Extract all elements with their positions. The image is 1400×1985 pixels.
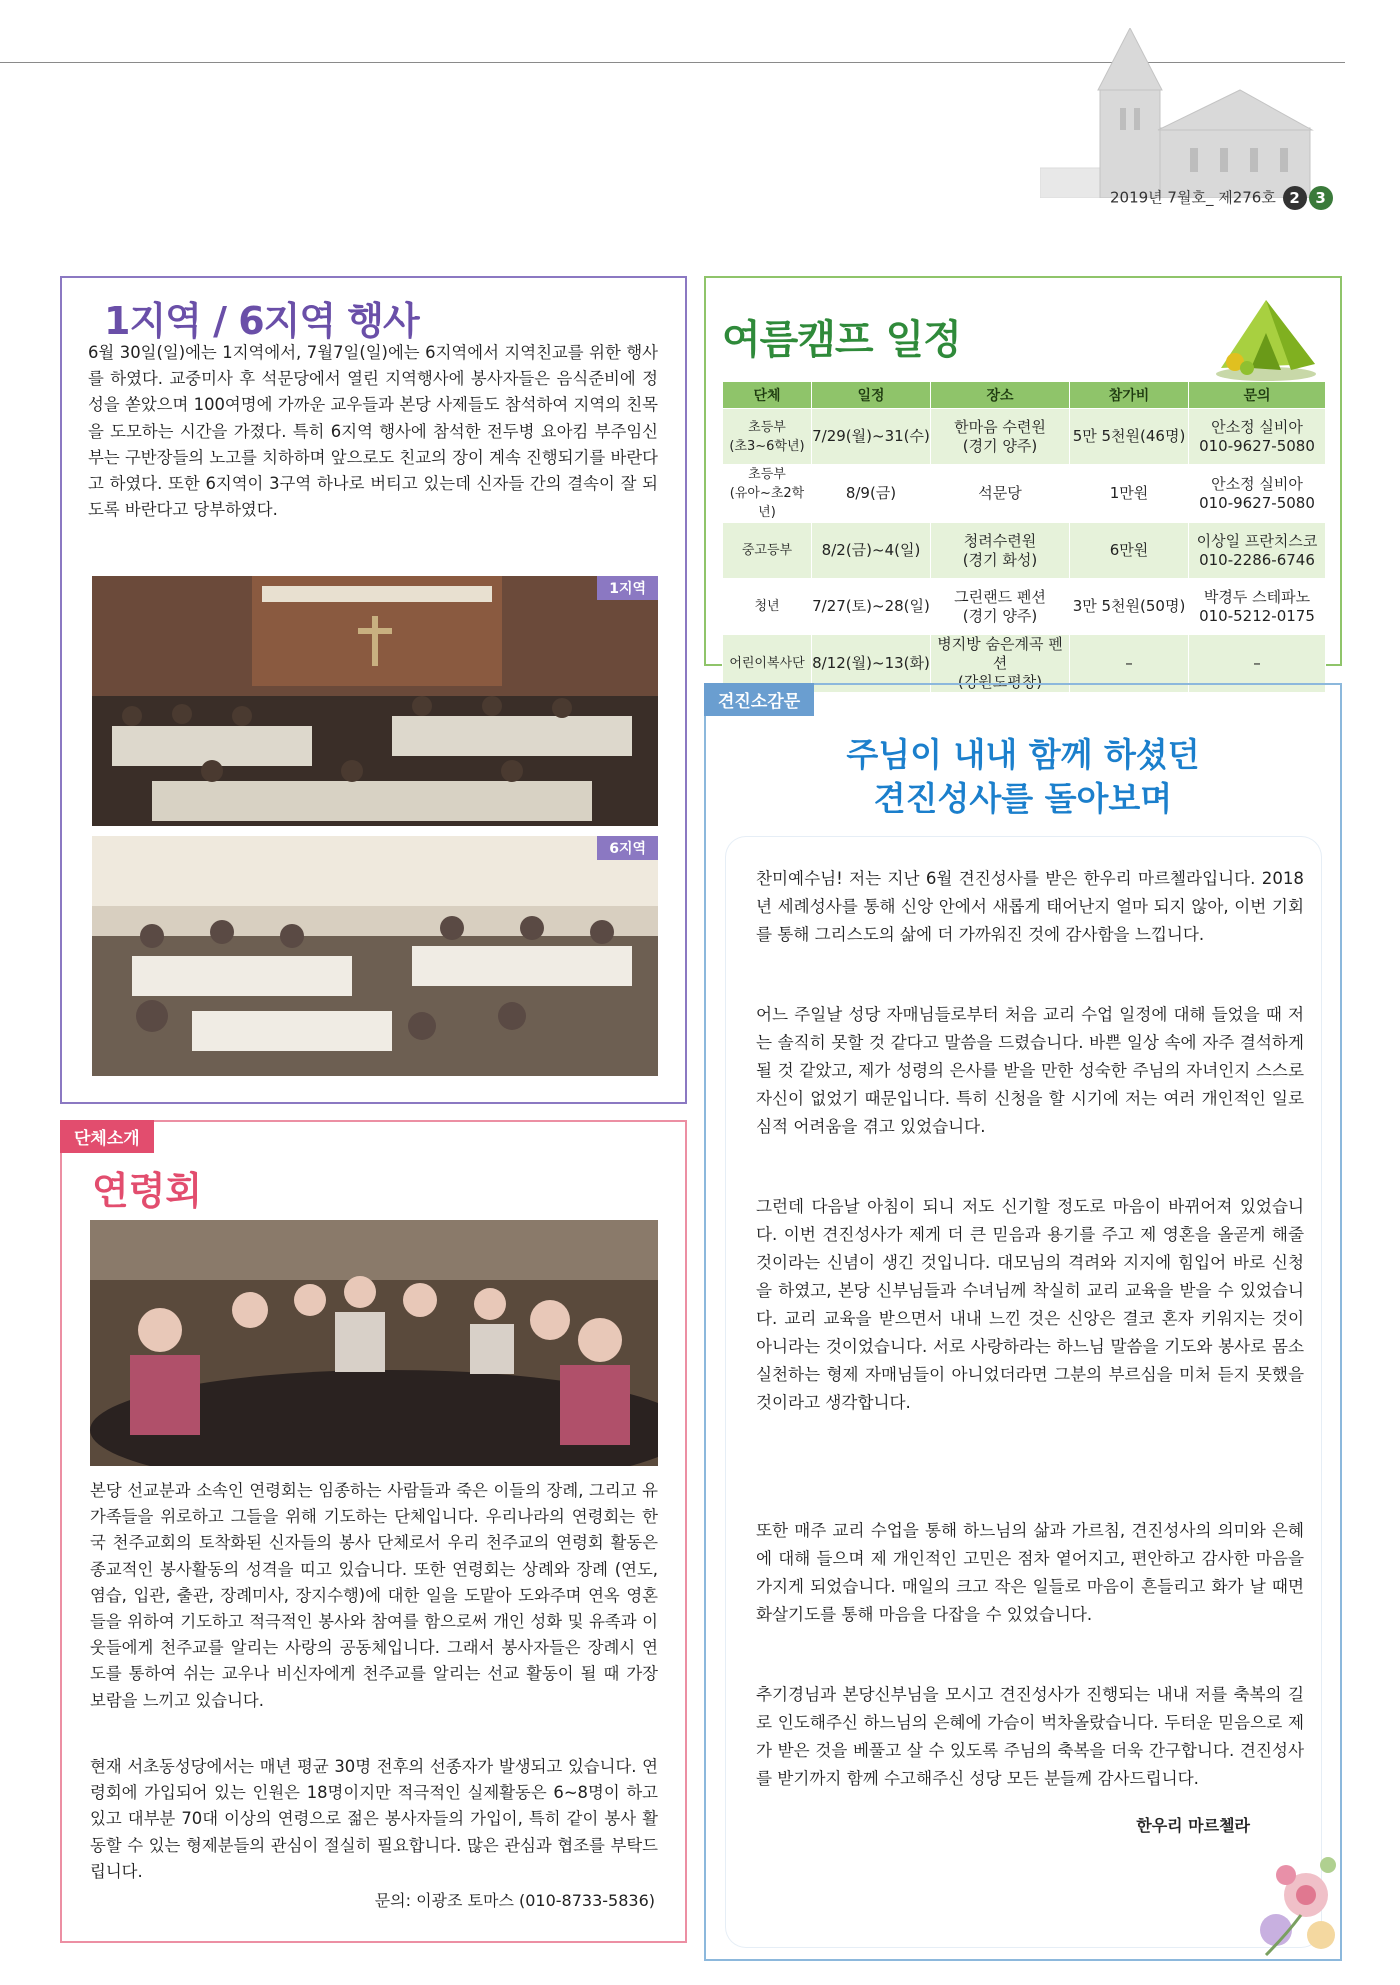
cell-contact: 안소정 실비아 010-9627-5080 (1189, 409, 1326, 465)
group-photo (90, 1220, 658, 1466)
issue-info (1110, 186, 1333, 210)
col-header-fee: 참가비 (1070, 382, 1189, 409)
group-photo-image (90, 1220, 658, 1466)
confirmation-title (706, 733, 1340, 821)
cell-group: 초등부 (초3~6학년) (723, 409, 812, 465)
confirmation-paragraph-2: 어느 주일날 성당 자매님들로부터 처음 교리 수업 일정에 대해 들었을 때 저는 솔직히 못할 것 같다고 말씀을 드렸습니다. 바쁜 일상 속에 자주 결석하게 될 것 같았고, 제가 성령의 은사를 받을 만한 성숙한 주님의 자녀인지 스스로 자신이 없었기 때문입니다. 특히 신청을 할 시기에 저는 여러 개인적인 일로 심적 어려움을 겪고 있었습니다. (756, 1005, 1304, 1136)
region6-photo-label: 6지역 (597, 836, 658, 860)
page-number-right: 3 (1309, 186, 1333, 210)
group-intro-contact: 문의: 이광조 토마스 (010-8733-5836) (374, 1891, 655, 1910)
cell-date: 8/2(금)~4(일) (812, 523, 931, 579)
cell-fee: 1만원 (1070, 465, 1189, 523)
region-event-body: 6월 30일(일)에는 1지역에서, 7월7일(일)에는 6지역에서 지역친교를 위한 행사를 하였다. 교중미사 후 석문당에서 열린 지역행사에 봉사자들은 음식준비에 정성을 쏟았으며 100여명에 가까운 교우들과 본당 사제들도 참석하여 지역의 친목을 도모하는 시간을 가졌다. 특히 6지역 행사에 참석한 전두병 요아킴 부주임신부는 구반장들의 노고를 치하하며 앞으로도 친교의 장이 계속 진행되기를 바란다고 하였다. 또한 6지역이 3구역 하나로 버티고 있는데 신자들 간의 결속이 잘 되도록 바란다고 당부하였다. (88, 343, 658, 520)
cell-group: 청년 (723, 579, 812, 635)
confirmation-paragraph-1: 찬미예수님! 저는 지난 6월 견진성사를 받은 한우리 마르첼라입니다. 2018년 세례성사를 통해 신앙 안에서 새롭게 태어난지 얼마 되지 않아, 이번 기회를 통해 그리스도의 삶에 더 가까워진 것에 감사함을 느낍니다. (756, 869, 1304, 944)
cell-place: 석문당 (931, 465, 1070, 523)
cell-contact: 박경두 스테파노 010-5212-0175 (1189, 579, 1326, 635)
col-header-contact: 문의 (1189, 382, 1326, 409)
cell-date: 7/27(토)~28(일) (812, 579, 931, 635)
table-row (723, 465, 1326, 523)
cell-contact: 안소정 실비아 010-9627-5080 (1189, 465, 1326, 523)
table-row (723, 409, 1326, 465)
confirmation-signature: 한우리 마르첼라 (1136, 1816, 1250, 1835)
summer-camp-title: 여름캠프 일정 (722, 317, 961, 363)
region1-photo-image (92, 576, 658, 826)
cell-fee: – (1070, 635, 1189, 693)
confirmation-paragraph-4: 또한 매주 교리 수업을 통해 하느님의 삶과 가르침, 견진성사의 의미와 은혜에 대해 들으며 제 개인적인 고민은 점차 옅어지고, 편안하고 감사한 마음을 가지게 되었습니다. 매일의 크고 작은 일들로 마음이 흔들리고 화가 날 때면 화살기도를 통해 마음을 다잡을 수 있었습니다. (756, 1521, 1304, 1624)
cell-fee: 6만원 (1070, 523, 1189, 579)
confirmation-tag: 견진소감문 (704, 683, 814, 716)
confirmation-section (704, 683, 1342, 1961)
summer-camp-section (704, 276, 1342, 691)
flower-decoration-icon (1246, 1835, 1346, 1965)
region1-photo-label: 1지역 (597, 576, 658, 600)
cell-contact: 이상일 프란치스코 010-2286-6746 (1189, 523, 1326, 579)
col-header-date: 일정 (812, 382, 931, 409)
cell-date: 8/9(금) (812, 465, 931, 523)
cell-contact: – (1189, 635, 1326, 693)
cell-fee: 5만 5천원(46명) (1070, 409, 1189, 465)
group-intro-paragraph-1: 본당 선교분과 소속인 연령회는 임종하는 사람들과 죽은 이들의 장례, 그리고 유가족들을 위로하고 그들을 위해 기도하는 단체입니다. 우리나라의 연령회는 한국 천주교회의 토착화된 신자들의 봉사 단체로서 우리 천주교의 연령회 활동은 종교적인 봉사활동의 성격을 띠고 있습니다. 또한 연령회는 상례와 장례 (연도, 염습, 입관, 출관, 장례미사, 장지수행)에 대한 일을 도맡아 도와주며 연옥 영혼들을 위하여 기도하고 적극적인 봉사와 참여를 함으로써 개인 성화 및 유족과 이웃들에게 천주교를 알리는 사랑의 공동체입니다. 그래서 봉사자들은 장례시 연도를 통하여 쉬는 교우나 비신자에게 천주교를 알리는 선교 활동이 될 때 가장 보람을 느끼고 있습니다. (90, 1481, 658, 1710)
confirmation-title-line2: 견진성사를 돌아보며 (873, 779, 1173, 818)
confirmation-paragraph-3: 그런데 다음날 아침이 되니 저도 신기할 정도로 마음이 바뀌어져 있었습니다. 이번 견진성사가 제게 더 큰 믿음과 용기를 주고 제 영혼을 올곧게 해줄 것이라는 신념이 생긴 것입니다. 대모님의 격려와 지지에 힘입어 바로 신청을 하였고, 본당 신부님들과 수녀님께 착실히 교리 교육을 받을 수 있었습니다. 교리 교육을 받으면서 내내 느낀 것은 신앙은 결코 혼자 키워지는 것이 아니라는 것이었습니다. 서로 사랑하라는 하느님 말씀을 기도와 봉사로 몸소 실천하는 형제 자매님들이 아니었더라면 그분의 부르심을 미처 듣지 못했을 것이라고 생각합니다. (756, 1197, 1304, 1412)
col-header-group: 단체 (723, 382, 812, 409)
cell-place: 청려수련원 (경기 화성) (931, 523, 1070, 579)
group-intro-tag: 단체소개 (60, 1120, 154, 1153)
table-row (723, 579, 1326, 635)
cell-place: 병지방 숨은계곡 펜션 (강원도평창) (931, 635, 1070, 693)
tent-icon (1211, 288, 1321, 383)
group-intro-title: 연령회 (92, 1169, 203, 1213)
group-intro-section (60, 1120, 687, 1943)
region-event-section (60, 276, 687, 1104)
group-intro-paragraph-2: 현재 서초동성당에서는 매년 평균 30명 전후의 선종자가 발생되고 있습니다. 연령회에 가입되어 있는 인원은 18명이지만 적극적인 실제활동은 6~8명이 하고 있고 대부분 70대 이상의 연령으로 젊은 봉사자들의 가입이, 특히 같이 봉사 활동할 수 있는 형제분들의 관심이 절실히 필요합니다. 많은 관심과 협조를 부탁드립니다. (90, 1757, 658, 1881)
region6-photo-image (92, 836, 658, 1076)
issue-label: 2019년 7월호_ 제276호 (1110, 188, 1276, 207)
confirmation-paragraph-5: 추기경님과 본당신부님을 모시고 견진성사가 진행되는 내내 저를 축복의 길로 인도해주신 하느님의 은혜에 가슴이 벅차올랐습니다. 두터운 믿음으로 제가 받은 것을 베풀고 살 수 있도록 주님의 축복을 더욱 간구합니다. 견진성사를 받기까지 함께 수고해주신 성당 모든 분들께 감사드립니다. (756, 1685, 1304, 1788)
cell-group: 어린이복사단 (723, 635, 812, 693)
church-illustration (1040, 28, 1330, 198)
cell-date: 7/29(월)~31(수) (812, 409, 931, 465)
cell-place: 한마음 수련원 (경기 양주) (931, 409, 1070, 465)
summer-camp-table (722, 381, 1326, 693)
region1-photo (92, 576, 658, 826)
cell-place: 그린랜드 펜션 (경기 양주) (931, 579, 1070, 635)
col-header-place: 장소 (931, 382, 1070, 409)
table-row (723, 523, 1326, 579)
cell-group: 중고등부 (723, 523, 812, 579)
confirmation-title-line1: 주님이 내내 함께 하셨던 (846, 735, 1200, 774)
cell-group: 초등부 (유아~초2학년) (723, 465, 812, 523)
cell-fee: 3만 5천원(50명) (1070, 579, 1189, 635)
region-event-title: 1지역 / 6지역 행사 (104, 299, 419, 343)
region6-photo (92, 836, 658, 1076)
page-number-left: 2 (1283, 186, 1307, 210)
cell-date: 8/12(월)~13(화) (812, 635, 931, 693)
